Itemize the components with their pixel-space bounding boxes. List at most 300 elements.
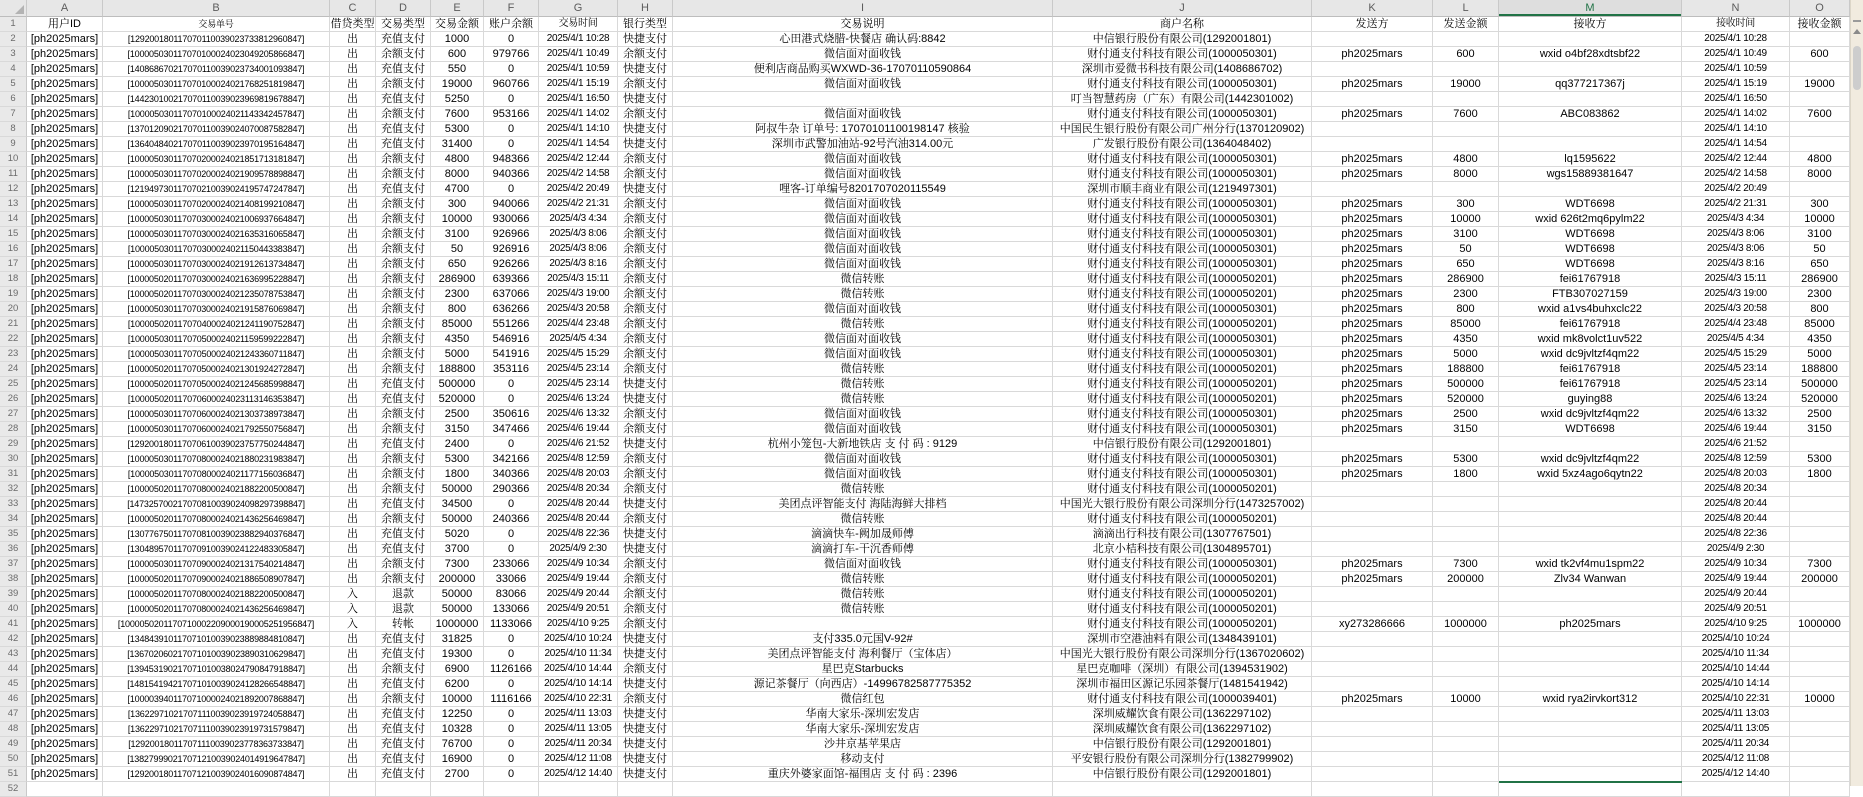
cell-J30[interactable]: 财付通支付科技有限公司(1000050301) [1053, 452, 1312, 467]
cell-K50[interactable] [1312, 752, 1433, 767]
cell-G8[interactable]: 2025/4/1 14:10 [539, 122, 618, 137]
cell-A10[interactable]: [ph2025mars] [27, 152, 103, 167]
cell-B4[interactable]: [140868670217070110039023734001093847] [103, 62, 330, 77]
cell-I19[interactable]: 微信转账 [673, 287, 1053, 302]
cell-J45[interactable]: 深圳市福田区源记乐园茶餐厅(1481541942) [1053, 677, 1312, 692]
cell-F24[interactable]: 353116 [484, 362, 539, 377]
cell-L11[interactable]: 8000 [1433, 167, 1499, 182]
cell-J23[interactable]: 财付通支付科技有限公司(1000050301) [1053, 347, 1312, 362]
cell-L1[interactable]: 发送金额 [1433, 17, 1499, 32]
row-header-36[interactable]: 36 [0, 542, 27, 557]
cell-A40[interactable]: [ph2025mars] [27, 602, 103, 617]
row-header-7[interactable]: 7 [0, 107, 27, 122]
cell-F49[interactable]: 0 [484, 737, 539, 752]
row-header-37[interactable]: 37 [0, 557, 27, 572]
cell-O16[interactable]: 50 [1790, 242, 1850, 257]
cell-I49[interactable]: 沙井京基苹果店 [673, 737, 1053, 752]
cell-H46[interactable]: 余额支付 [618, 692, 673, 707]
cell-K44[interactable] [1312, 662, 1433, 677]
cell-A47[interactable]: [ph2025mars] [27, 707, 103, 722]
cell-F41[interactable]: 1133066 [484, 617, 539, 632]
cell-L4[interactable] [1433, 62, 1499, 77]
cell-G43[interactable]: 2025/4/10 11:34 [539, 647, 618, 662]
cell-H26[interactable]: 快捷支付 [618, 392, 673, 407]
cell-E6[interactable]: 5250 [431, 92, 484, 107]
cell-B33[interactable]: [147325700217070810039024098297398847] [103, 497, 330, 512]
cell-I47[interactable]: 华南大家乐-深圳宏发店 [673, 707, 1053, 722]
cell-C52[interactable] [330, 782, 376, 797]
cell-K9[interactable] [1312, 137, 1433, 152]
cell-O50[interactable] [1790, 752, 1850, 767]
cell-I51[interactable]: 重庆外婆家面馆-福围店 支 付 码 : 2396 [673, 767, 1053, 782]
cell-L26[interactable]: 520000 [1433, 392, 1499, 407]
cell-J43[interactable]: 中国光大银行股份有限公司深圳分行(1367020602) [1053, 647, 1312, 662]
cell-I5[interactable]: 微信面对面收钱 [673, 77, 1053, 92]
cell-J46[interactable]: 财付通支付科技有限公司(1000039401) [1053, 692, 1312, 707]
cell-I35[interactable]: 滴滴快车-阙加晟师傅 [673, 527, 1053, 542]
cell-O21[interactable]: 85000 [1790, 317, 1850, 332]
cell-G27[interactable]: 2025/4/6 13:32 [539, 407, 618, 422]
cell-E11[interactable]: 8000 [431, 167, 484, 182]
cell-E39[interactable]: 50000 [431, 587, 484, 602]
cell-N33[interactable]: 2025/4/8 20:44 [1682, 497, 1790, 512]
cell-H51[interactable]: 快捷支付 [618, 767, 673, 782]
cell-F18[interactable]: 639366 [484, 272, 539, 287]
cell-H8[interactable]: 快捷支付 [618, 122, 673, 137]
cell-C25[interactable]: 出 [330, 377, 376, 392]
cell-B50[interactable]: [138279990217071210039024014919647847] [103, 752, 330, 767]
cell-A41[interactable]: [ph2025mars] [27, 617, 103, 632]
row-header-15[interactable]: 15 [0, 227, 27, 242]
cell-F8[interactable]: 0 [484, 122, 539, 137]
cell-I16[interactable]: 微信面对面收钱 [673, 242, 1053, 257]
cell-D5[interactable]: 余额支付 [376, 77, 431, 92]
cell-D50[interactable]: 充值支付 [376, 752, 431, 767]
cell-D21[interactable]: 余额支付 [376, 317, 431, 332]
row-header-25[interactable]: 25 [0, 377, 27, 392]
cell-B10[interactable]: [100005030117070200024021851713181847] [103, 152, 330, 167]
cell-A51[interactable]: [ph2025mars] [27, 767, 103, 782]
cell-D41[interactable]: 转帐 [376, 617, 431, 632]
cell-B24[interactable]: [100005020117070500024021301924272847] [103, 362, 330, 377]
cell-D40[interactable]: 退款 [376, 602, 431, 617]
cell-J37[interactable]: 财付通支付科技有限公司(1000050301) [1053, 557, 1312, 572]
cell-G37[interactable]: 2025/4/9 10:34 [539, 557, 618, 572]
cell-D46[interactable]: 余额支付 [376, 692, 431, 707]
cell-I37[interactable]: 微信面对面收钱 [673, 557, 1053, 572]
cell-K45[interactable] [1312, 677, 1433, 692]
cell-A30[interactable]: [ph2025mars] [27, 452, 103, 467]
row-header-14[interactable]: 14 [0, 212, 27, 227]
cell-G21[interactable]: 2025/4/4 23:48 [539, 317, 618, 332]
cell-C19[interactable]: 出 [330, 287, 376, 302]
cell-O51[interactable] [1790, 767, 1850, 782]
cell-C13[interactable]: 出 [330, 197, 376, 212]
cell-A1[interactable]: 用户ID [27, 17, 103, 32]
cell-K24[interactable]: ph2025mars [1312, 362, 1433, 377]
row-header-5[interactable]: 5 [0, 77, 27, 92]
cell-D27[interactable]: 余额支付 [376, 407, 431, 422]
cell-N47[interactable]: 2025/4/11 13:03 [1682, 707, 1790, 722]
column-header-M[interactable]: M [1499, 0, 1682, 17]
cell-I2[interactable]: 心田港式烧腊-快餐店 确认码:8842 [673, 32, 1053, 47]
column-header-D[interactable]: D [376, 0, 431, 17]
cell-N46[interactable]: 2025/4/10 22:31 [1682, 692, 1790, 707]
cell-M33[interactable] [1499, 497, 1682, 512]
cell-D51[interactable]: 充值支付 [376, 767, 431, 782]
cell-B45[interactable]: [148154194217071010039024128266548847] [103, 677, 330, 692]
cell-K4[interactable] [1312, 62, 1433, 77]
row-header-31[interactable]: 31 [0, 467, 27, 482]
select-all-button[interactable] [0, 0, 27, 17]
cell-A48[interactable]: [ph2025mars] [27, 722, 103, 737]
cell-C23[interactable]: 出 [330, 347, 376, 362]
cell-F9[interactable]: 0 [484, 137, 539, 152]
cell-G5[interactable]: 2025/4/1 15:19 [539, 77, 618, 92]
cell-G2[interactable]: 2025/4/1 10:28 [539, 32, 618, 47]
cell-G22[interactable]: 2025/4/5 4:34 [539, 332, 618, 347]
cell-L36[interactable] [1433, 542, 1499, 557]
cell-H25[interactable]: 快捷支付 [618, 377, 673, 392]
cell-F13[interactable]: 940066 [484, 197, 539, 212]
cell-O28[interactable]: 3150 [1790, 422, 1850, 437]
cell-L46[interactable]: 10000 [1433, 692, 1499, 707]
row-header-45[interactable]: 45 [0, 677, 27, 692]
cell-I40[interactable]: 微信转账 [673, 602, 1053, 617]
cell-A37[interactable]: [ph2025mars] [27, 557, 103, 572]
cell-L19[interactable]: 2300 [1433, 287, 1499, 302]
cell-I44[interactable]: 星巴克Starbucks [673, 662, 1053, 677]
cell-L22[interactable]: 4350 [1433, 332, 1499, 347]
cell-A19[interactable]: [ph2025mars] [27, 287, 103, 302]
cell-A44[interactable]: [ph2025mars] [27, 662, 103, 677]
cell-H14[interactable]: 余额支付 [618, 212, 673, 227]
cell-F31[interactable]: 340366 [484, 467, 539, 482]
column-header-C[interactable]: C [330, 0, 376, 17]
cell-A3[interactable]: [ph2025mars] [27, 47, 103, 62]
cell-D42[interactable]: 充值支付 [376, 632, 431, 647]
cell-H7[interactable]: 余额支付 [618, 107, 673, 122]
cell-D24[interactable]: 余额支付 [376, 362, 431, 377]
cell-E52[interactable] [431, 782, 484, 797]
cell-G29[interactable]: 2025/4/6 21:52 [539, 437, 618, 452]
cell-J33[interactable]: 中国光大银行股份有限公司深圳分行(1473257002) [1053, 497, 1312, 512]
cell-B3[interactable]: [100005030117070100024023049205866847] [103, 47, 330, 62]
cell-K47[interactable] [1312, 707, 1433, 722]
cell-O43[interactable] [1790, 647, 1850, 662]
row-header-2[interactable]: 2 [0, 32, 27, 47]
cell-E49[interactable]: 76700 [431, 737, 484, 752]
cell-B1[interactable]: 交易单号 [103, 17, 330, 32]
cell-K46[interactable]: ph2025mars [1312, 692, 1433, 707]
cell-K35[interactable] [1312, 527, 1433, 542]
column-header-I[interactable]: I [673, 0, 1053, 17]
cell-J19[interactable]: 财付通支付科技有限公司(1000050201) [1053, 287, 1312, 302]
cell-B6[interactable]: [144230100217070110039023969819678847] [103, 92, 330, 107]
cell-C4[interactable]: 出 [330, 62, 376, 77]
cell-N5[interactable]: 2025/4/1 15:19 [1682, 77, 1790, 92]
cell-J5[interactable]: 财付通支付科技有限公司(1000050301) [1053, 77, 1312, 92]
cell-N34[interactable]: 2025/4/8 20:44 [1682, 512, 1790, 527]
cell-H22[interactable]: 余额支付 [618, 332, 673, 347]
cell-N37[interactable]: 2025/4/9 10:34 [1682, 557, 1790, 572]
cell-I1[interactable]: 交易说明 [673, 17, 1053, 32]
cell-O33[interactable] [1790, 497, 1850, 512]
cell-C10[interactable]: 出 [330, 152, 376, 167]
cell-E35[interactable]: 5020 [431, 527, 484, 542]
cell-F12[interactable]: 0 [484, 182, 539, 197]
cell-M19[interactable]: FTB307027159 [1499, 287, 1682, 302]
cell-G23[interactable]: 2025/4/5 15:29 [539, 347, 618, 362]
cell-L6[interactable] [1433, 92, 1499, 107]
cell-D3[interactable]: 余额支付 [376, 47, 431, 62]
cell-C5[interactable]: 出 [330, 77, 376, 92]
cell-K7[interactable]: ph2025mars [1312, 107, 1433, 122]
cell-E5[interactable]: 19000 [431, 77, 484, 92]
scrollbar-thumb[interactable] [1853, 46, 1861, 90]
cell-L25[interactable]: 500000 [1433, 377, 1499, 392]
cell-L34[interactable] [1433, 512, 1499, 527]
cell-N12[interactable]: 2025/4/2 20:49 [1682, 182, 1790, 197]
cell-D2[interactable]: 充值支付 [376, 32, 431, 47]
cell-B12[interactable]: [121949730117070210039024195747247847] [103, 182, 330, 197]
cell-J52[interactable] [1053, 782, 1312, 797]
cell-O20[interactable]: 800 [1790, 302, 1850, 317]
cell-O49[interactable] [1790, 737, 1850, 752]
cell-M9[interactable] [1499, 137, 1682, 152]
cell-I43[interactable]: 美团点评智能支付 海利餐厅（宝体店） [673, 647, 1053, 662]
cell-A42[interactable]: [ph2025mars] [27, 632, 103, 647]
cell-M5[interactable]: qq377217367j [1499, 77, 1682, 92]
cell-D28[interactable]: 余额支付 [376, 422, 431, 437]
cell-E34[interactable]: 50000 [431, 512, 484, 527]
row-header-26[interactable]: 26 [0, 392, 27, 407]
cell-L9[interactable] [1433, 137, 1499, 152]
cell-E28[interactable]: 3150 [431, 422, 484, 437]
row-header-18[interactable]: 18 [0, 272, 27, 287]
cell-G35[interactable]: 2025/4/8 22:36 [539, 527, 618, 542]
cell-C40[interactable]: 入 [330, 602, 376, 617]
cell-G45[interactable]: 2025/4/10 14:14 [539, 677, 618, 692]
cell-C48[interactable]: 出 [330, 722, 376, 737]
cell-J35[interactable]: 滴滴出行科技有限公司(1307767501) [1053, 527, 1312, 542]
cell-D34[interactable]: 余额支付 [376, 512, 431, 527]
cell-B39[interactable]: [100005020117070800024021882200500847] [103, 587, 330, 602]
cell-G28[interactable]: 2025/4/6 19:44 [539, 422, 618, 437]
cell-A5[interactable]: [ph2025mars] [27, 77, 103, 92]
cell-J47[interactable]: 深圳威耀饮食有限公司(1362297102) [1053, 707, 1312, 722]
cell-J22[interactable]: 财付通支付科技有限公司(1000050301) [1053, 332, 1312, 347]
cell-B21[interactable]: [100005020117070400024021241190752847] [103, 317, 330, 332]
cell-I14[interactable]: 微信面对面收钱 [673, 212, 1053, 227]
cell-D6[interactable]: 充值支付 [376, 92, 431, 107]
cell-H15[interactable]: 余额支付 [618, 227, 673, 242]
cell-M1[interactable]: 接收方 [1499, 17, 1682, 32]
cell-F28[interactable]: 347466 [484, 422, 539, 437]
row-header-41[interactable]: 41 [0, 617, 27, 632]
cell-G26[interactable]: 2025/4/6 13:24 [539, 392, 618, 407]
cell-G19[interactable]: 2025/4/3 19:00 [539, 287, 618, 302]
cell-M46[interactable]: wxid rya2irvkort312 [1499, 692, 1682, 707]
cell-O38[interactable]: 200000 [1790, 572, 1850, 587]
cell-C11[interactable]: 出 [330, 167, 376, 182]
cell-C29[interactable]: 出 [330, 437, 376, 452]
cell-G52[interactable] [539, 782, 618, 797]
cell-G34[interactable]: 2025/4/8 20:44 [539, 512, 618, 527]
cell-H39[interactable]: 余额支付 [618, 587, 673, 602]
cell-B34[interactable]: [100005020117070800024021436256469847] [103, 512, 330, 527]
cell-G4[interactable]: 2025/4/1 10:59 [539, 62, 618, 77]
cell-G38[interactable]: 2025/4/9 19:44 [539, 572, 618, 587]
cell-M30[interactable]: wxid dc9jvltzf4qm22 [1499, 452, 1682, 467]
cell-A25[interactable]: [ph2025mars] [27, 377, 103, 392]
cell-G49[interactable]: 2025/4/11 20:34 [539, 737, 618, 752]
cell-E31[interactable]: 1800 [431, 467, 484, 482]
column-header-H[interactable]: H [618, 0, 673, 17]
cell-N52[interactable] [1682, 782, 1790, 797]
cell-I29[interactable]: 杭州小笼包-大新地铁店 支 付 码 : 9129 [673, 437, 1053, 452]
cell-I34[interactable]: 微信转账 [673, 512, 1053, 527]
cell-A52[interactable] [27, 782, 103, 797]
cell-A17[interactable]: [ph2025mars] [27, 257, 103, 272]
cell-D10[interactable]: 余额支付 [376, 152, 431, 167]
cell-N17[interactable]: 2025/4/3 8:16 [1682, 257, 1790, 272]
cell-N42[interactable]: 2025/4/10 10:24 [1682, 632, 1790, 647]
cell-E25[interactable]: 500000 [431, 377, 484, 392]
cell-D25[interactable]: 充值支付 [376, 377, 431, 392]
cell-D29[interactable]: 充值支付 [376, 437, 431, 452]
cell-C38[interactable]: 出 [330, 572, 376, 587]
cell-B42[interactable]: [134843910117071010039023889884810847] [103, 632, 330, 647]
cell-L7[interactable]: 7600 [1433, 107, 1499, 122]
cell-O12[interactable] [1790, 182, 1850, 197]
cell-H38[interactable]: 余额支付 [618, 572, 673, 587]
cell-F45[interactable]: 0 [484, 677, 539, 692]
cell-N4[interactable]: 2025/4/1 10:59 [1682, 62, 1790, 77]
cell-H24[interactable]: 余额支付 [618, 362, 673, 377]
cell-E1[interactable]: 交易金额 [431, 17, 484, 32]
cell-A27[interactable]: [ph2025mars] [27, 407, 103, 422]
cell-M23[interactable]: wxid dc9jvltzf4qm22 [1499, 347, 1682, 362]
cell-L23[interactable]: 5000 [1433, 347, 1499, 362]
cell-G17[interactable]: 2025/4/3 8:16 [539, 257, 618, 272]
cell-O7[interactable]: 7600 [1790, 107, 1850, 122]
cell-H50[interactable]: 快捷支付 [618, 752, 673, 767]
cell-O24[interactable]: 188800 [1790, 362, 1850, 377]
cell-D44[interactable]: 余额支付 [376, 662, 431, 677]
cell-J41[interactable]: 财付通支付科技有限公司(1000050201) [1053, 617, 1312, 632]
cell-E12[interactable]: 4700 [431, 182, 484, 197]
cell-N48[interactable]: 2025/4/11 13:05 [1682, 722, 1790, 737]
cell-A46[interactable]: [ph2025mars] [27, 692, 103, 707]
cell-F5[interactable]: 960766 [484, 77, 539, 92]
row-header-44[interactable]: 44 [0, 662, 27, 677]
cell-I38[interactable]: 微信转账 [673, 572, 1053, 587]
cell-E13[interactable]: 300 [431, 197, 484, 212]
cell-L50[interactable] [1433, 752, 1499, 767]
cell-H6[interactable]: 快捷支付 [618, 92, 673, 107]
cell-I28[interactable]: 微信面对面收钱 [673, 422, 1053, 437]
cell-J16[interactable]: 财付通支付科技有限公司(1000050301) [1053, 242, 1312, 257]
cell-H48[interactable]: 快捷支付 [618, 722, 673, 737]
cell-M34[interactable] [1499, 512, 1682, 527]
cell-L17[interactable]: 650 [1433, 257, 1499, 272]
cell-K20[interactable]: ph2025mars [1312, 302, 1433, 317]
cell-N31[interactable]: 2025/4/8 20:03 [1682, 467, 1790, 482]
cell-K40[interactable] [1312, 602, 1433, 617]
row-header-39[interactable]: 39 [0, 587, 27, 602]
cell-E40[interactable]: 50000 [431, 602, 484, 617]
cell-I22[interactable]: 微信面对面收钱 [673, 332, 1053, 347]
cell-L38[interactable]: 200000 [1433, 572, 1499, 587]
cell-L15[interactable]: 3100 [1433, 227, 1499, 242]
cell-D37[interactable]: 余额支付 [376, 557, 431, 572]
cell-K39[interactable] [1312, 587, 1433, 602]
cell-C37[interactable]: 出 [330, 557, 376, 572]
cell-A18[interactable]: [ph2025mars] [27, 272, 103, 287]
cell-F48[interactable]: 0 [484, 722, 539, 737]
cell-A11[interactable]: [ph2025mars] [27, 167, 103, 182]
cell-O6[interactable] [1790, 92, 1850, 107]
cell-J12[interactable]: 深圳市顺丰商业有限公司(1219497301) [1053, 182, 1312, 197]
cell-M43[interactable] [1499, 647, 1682, 662]
cell-A4[interactable]: [ph2025mars] [27, 62, 103, 77]
cell-M10[interactable]: lq1595622 [1499, 152, 1682, 167]
cell-N16[interactable]: 2025/4/3 8:06 [1682, 242, 1790, 257]
cell-K26[interactable]: ph2025mars [1312, 392, 1433, 407]
row-header-50[interactable]: 50 [0, 752, 27, 767]
cell-B9[interactable]: [136404840217070110039023970195164847] [103, 137, 330, 152]
cell-M42[interactable] [1499, 632, 1682, 647]
cell-G31[interactable]: 2025/4/8 20:03 [539, 467, 618, 482]
cell-G48[interactable]: 2025/4/11 13:05 [539, 722, 618, 737]
cell-N43[interactable]: 2025/4/10 11:34 [1682, 647, 1790, 662]
cell-D39[interactable]: 退款 [376, 587, 431, 602]
column-header-K[interactable]: K [1312, 0, 1433, 17]
cell-B18[interactable]: [100005020117070300024021636995228847] [103, 272, 330, 287]
cell-J25[interactable]: 财付通支付科技有限公司(1000050201) [1053, 377, 1312, 392]
cell-F2[interactable]: 0 [484, 32, 539, 47]
cell-A14[interactable]: [ph2025mars] [27, 212, 103, 227]
cell-N36[interactable]: 2025/4/9 2:30 [1682, 542, 1790, 557]
cell-B25[interactable]: [100005020117070500024021245685998847] [103, 377, 330, 392]
cell-D45[interactable]: 充值支付 [376, 677, 431, 692]
column-header-B[interactable]: B [103, 0, 330, 17]
cell-K30[interactable]: ph2025mars [1312, 452, 1433, 467]
row-header-11[interactable]: 11 [0, 167, 27, 182]
cell-G18[interactable]: 2025/4/3 15:11 [539, 272, 618, 287]
cell-I39[interactable]: 微信转账 [673, 587, 1053, 602]
cell-N40[interactable]: 2025/4/9 20:51 [1682, 602, 1790, 617]
cell-J39[interactable]: 财付通支付科技有限公司(1000050201) [1053, 587, 1312, 602]
cell-D36[interactable]: 充值支付 [376, 542, 431, 557]
cell-N10[interactable]: 2025/4/2 12:44 [1682, 152, 1790, 167]
cell-D47[interactable]: 充值支付 [376, 707, 431, 722]
column-header-O[interactable]: O [1790, 0, 1850, 17]
cell-O2[interactable] [1790, 32, 1850, 47]
cell-B27[interactable]: [100005030117070600024021303738973847] [103, 407, 330, 422]
cell-M41[interactable]: ph2025mars [1499, 617, 1682, 632]
cell-D4[interactable]: 充值支付 [376, 62, 431, 77]
cell-L5[interactable]: 19000 [1433, 77, 1499, 92]
cell-A28[interactable]: [ph2025mars] [27, 422, 103, 437]
cell-J18[interactable]: 财付通支付科技有限公司(1000050201) [1053, 272, 1312, 287]
cell-C28[interactable]: 出 [330, 422, 376, 437]
cell-G39[interactable]: 2025/4/9 20:44 [539, 587, 618, 602]
cell-H27[interactable]: 余额支付 [618, 407, 673, 422]
cell-C33[interactable]: 出 [330, 497, 376, 512]
cell-H16[interactable]: 余额支付 [618, 242, 673, 257]
